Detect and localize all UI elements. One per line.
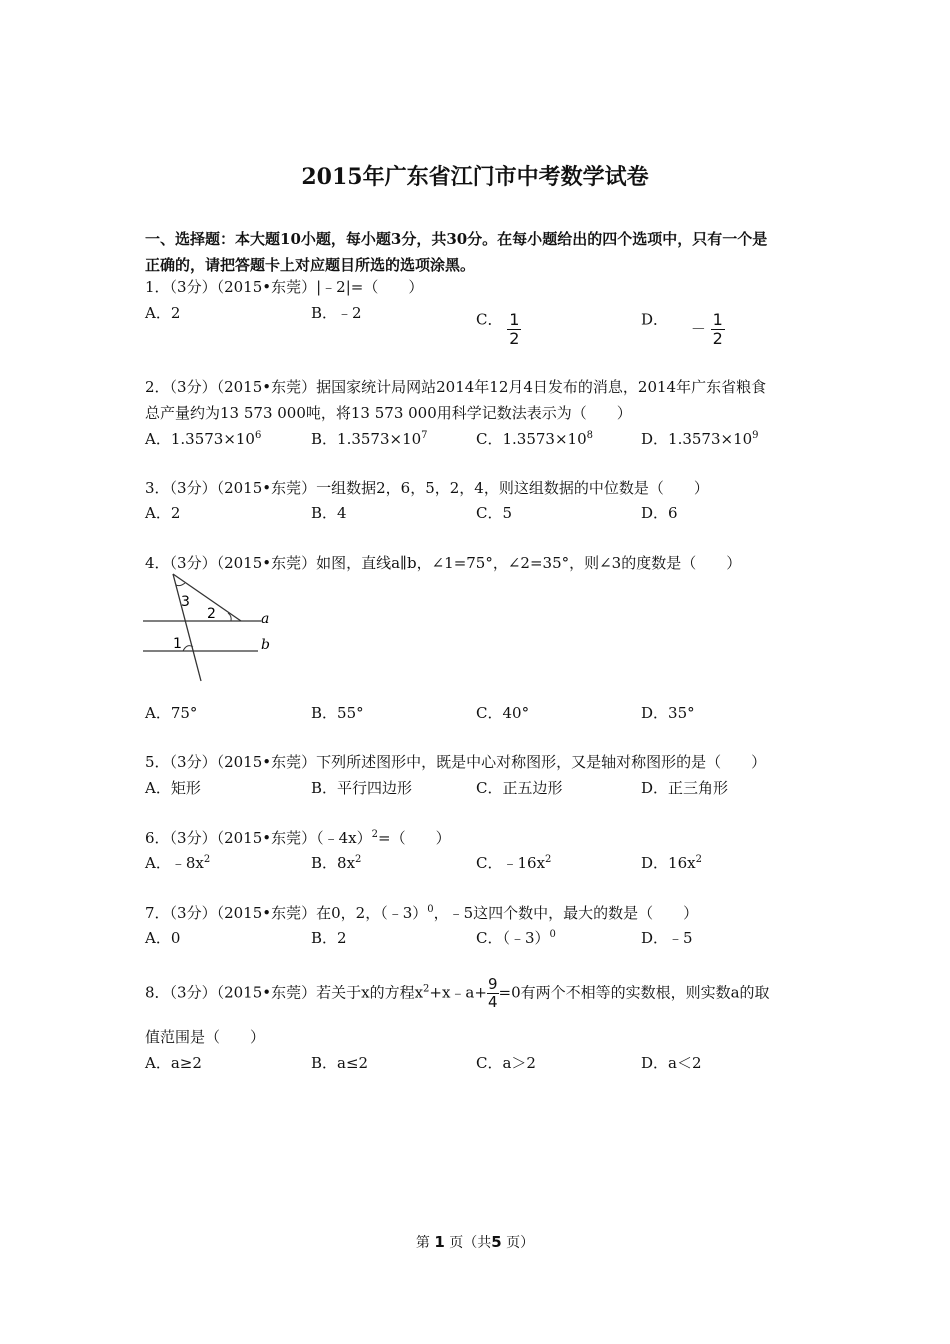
question-8-option-b: B．a≤2 [311,1054,369,1072]
line-a-label: a [261,611,270,627]
fraction-one-half: $\frac{1}{2}$ [509,310,520,348]
question-2-line1: 2．（3分）（2015•东莞）据国家统计局网站2014年12月4日发布的消息，2014年广东省粮食 [145,378,767,396]
question-6-option-b: B．$8x^2$ [311,854,362,872]
question-5-option-c: C．正五边形 [476,779,563,797]
question-8-line2: 值范围是（ ） [145,1028,266,1046]
parallel-lines-figure [143,571,278,683]
angle-1-label: 1 [173,636,182,652]
question-4-option-d: D．35° [641,704,695,722]
question-2-line2: 总产量约为13 573 000吨，将13 573 000用科学记数法表示为（ ） [145,404,632,422]
angle-3-label: 3 [181,594,190,610]
question-4-option-a: A．75° [145,704,198,722]
question-7-option-c: C．（﹣3）$^0$ [476,929,556,947]
question-8-option-d: D．a＜2 [641,1054,702,1072]
angle-2-label: 2 [207,606,216,622]
question-2-option-a: A．$1.3573\times 10^6$ [145,430,262,448]
question-6-stem: 6．（3分）（2015•东莞）（﹣4x）$^2$=（ ） [145,829,451,847]
question-2-option-c: C．$1.3573\times 10^8$ [476,430,593,448]
question-8-stem: 8．（3分）（2015•东莞）若关于x的方程$x^2+x﹣a+$ $\frac{9}{4}$ =0有两个不相等的实数根，则实数a的取 [145,975,770,1011]
question-7-option-d: D．﹣5 [641,929,693,947]
question-5-option-b: B．平行四边形 [311,779,413,797]
question-8-option-a: A．a≥2 [145,1054,202,1072]
question-8-option-c: C．a＞2 [476,1054,536,1072]
question-3-option-a: A．2 [145,504,181,522]
question-7-option-a: A．0 [145,929,181,947]
section-heading-line1: 一、选择题：本大题10小题，每小题3分，共30分。在每小题给出的四个选项中，只有一个是 [145,230,768,248]
question-7-option-b: B．2 [311,929,347,947]
question-4-option-c: C．40° [476,704,530,722]
question-1-option-a: A．2 [145,304,181,322]
question-4-stem: 4．（3分）（2015•东莞）如图，直线a∥b，∠1=75°，∠2=35°，则∠3的度数是（ ） [145,554,742,572]
question-1-option-b: B．﹣2 [311,304,362,322]
line-b-label: b [261,637,270,653]
question-2-option-b: B．$1.3573\times 10^7$ [311,430,428,448]
question-4-option-b: B．55° [311,704,364,722]
question-7-stem: 7．（3分）（2015•东莞）在0，2，（﹣3）$^0$，﹣5这四个数中，最大的数是（ ） [145,904,699,922]
fraction-nine-quarters: $\frac{9}{4}$ [487,975,498,1011]
question-1-option-c: C． $\frac{1}{2}$ [476,310,520,348]
question-3-option-d: D．6 [641,504,678,522]
question-3-option-c: C．5 [476,504,513,522]
fraction-one-half: $\frac{1}{2}$ [712,310,723,348]
total-page-count: 5 [491,1233,502,1251]
question-1-option-d: D． － $\frac{1}{2}$ [641,310,723,348]
current-page-number: 1 [434,1233,445,1251]
question-5-option-d: D．正三角形 [641,779,729,797]
question-3-stem: 3．（3分）（2015•东莞）一组数据2，6，5，2，4，则这组数据的中位数是（ ） [145,479,709,497]
question-1-stem: 1．（3分）（2015•东莞）|﹣2|=（ ） [145,278,424,296]
page-title: 2015年广东省江门市中考数学试卷 [301,164,649,190]
question-5-stem: 5．（3分）（2015•东莞）下列所述图形中，既是中心对称图形，又是轴对称图形的是（ ） [145,753,767,771]
question-6-option-a: A．$﹣8x^2$ [145,854,211,872]
section-heading-line2: 正确的，请把答题卡上对应题目所选的选项涂黑。 [145,256,476,274]
question-5-option-a: A．矩形 [145,779,201,797]
page-footer: 第 1 页（共5 页） [415,1233,535,1251]
question-6-option-c: C．$﹣16x^2$ [476,854,552,872]
question-6-option-d: D．$16x^2$ [641,854,702,872]
question-3-option-b: B．4 [311,504,347,522]
question-2-option-d: D．$1.3573\times 10^9$ [641,430,759,448]
